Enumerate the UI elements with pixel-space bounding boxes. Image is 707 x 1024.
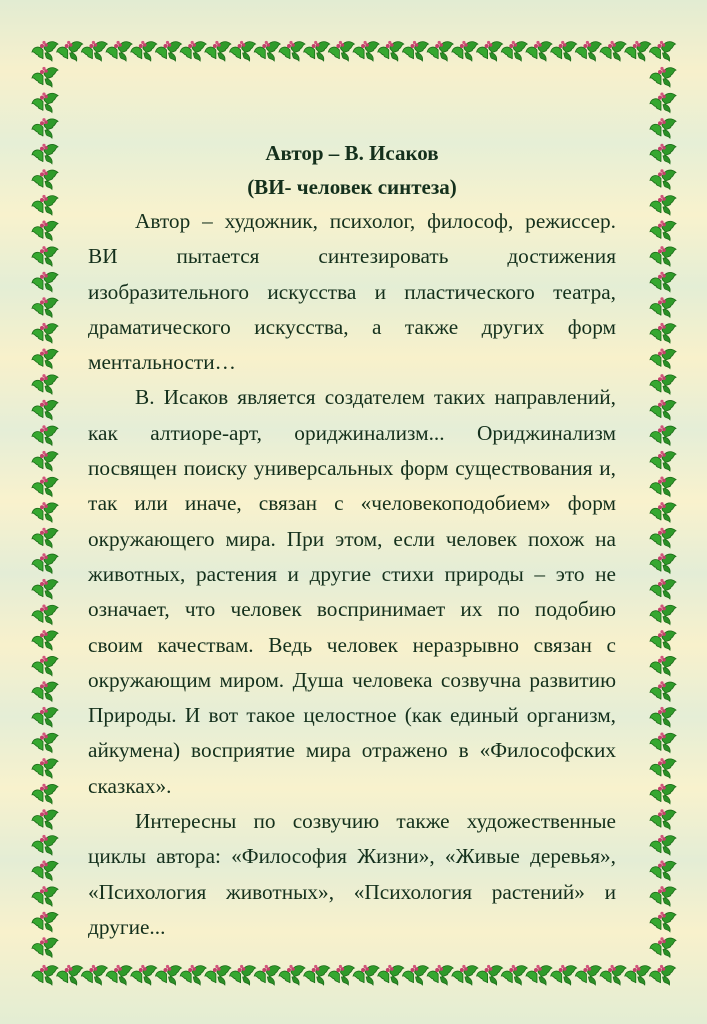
holly-sprig-icon (650, 144, 676, 164)
holly-sprig-icon (328, 965, 354, 985)
holly-sprig-icon (650, 93, 676, 113)
holly-sprig-icon (32, 502, 58, 522)
holly-sprig-icon (304, 965, 330, 985)
holly-sprig-icon (32, 784, 58, 804)
holly-sprig-icon (477, 965, 503, 985)
holly-sprig-icon (328, 41, 354, 61)
holly-sprig-icon (378, 965, 404, 985)
holly-sprig-icon (650, 528, 676, 548)
holly-sprig-icon (477, 41, 503, 61)
holly-sprig-icon (650, 169, 676, 189)
holly-sprig-icon (279, 965, 305, 985)
holly-sprig-icon (427, 965, 453, 985)
holly-sprig-icon (600, 41, 626, 61)
holly-sprig-icon (650, 733, 676, 753)
holly-sprig-icon (32, 886, 58, 906)
holly-sprig-icon (81, 965, 107, 985)
holly-sprig-icon (32, 861, 58, 881)
paragraph: Интересны по созвучию также художественные циклы автора: «Философия Жизни», «Живые деревья», «Психология животных», «Психология растений» и другие... (88, 809, 616, 939)
holly-sprig-icon (650, 656, 676, 676)
holly-sprig-icon (106, 41, 132, 61)
holly-sprig-icon (32, 272, 58, 292)
holly-sprig-icon (526, 41, 552, 61)
holly-sprig-icon (32, 451, 58, 471)
holly-sprig-icon (650, 118, 676, 138)
holly-sprig-icon (32, 195, 58, 215)
holly-sprig-icon (378, 41, 404, 61)
holly-sprig-icon (650, 605, 676, 625)
holly-sprig-icon (230, 965, 256, 985)
holly-sprig-icon (32, 681, 58, 701)
holly-sprig-icon (501, 41, 527, 61)
holly-sprig-icon (32, 93, 58, 113)
holly-sprig-icon (650, 965, 676, 985)
paragraph: В. Исаков является создателем таких направлений, как алтиоре-арт, ориджинализм... Ориджинализм посвящен поиску универсальных форм существования и, так или иначе, связан с «человекоподобием» форм окружающего мира. При этом, если человек похож на животных, растения и другие стихи природы – это не означает, что человек воспринимает их по подобию своим качествам. Ведь человек неразрывно связан с окружающим миром. Душа человека созвучна развитию Природы. И вот такое целостное (как единый организм, айкумена) восприятие мира отражено в «Философских сказках». (88, 385, 616, 798)
holly-sprig-icon (279, 41, 305, 61)
holly-sprig-icon (131, 965, 157, 985)
holly-sprig-icon (526, 965, 552, 985)
holly-sprig-icon (32, 425, 58, 445)
holly-sprig-icon (205, 41, 231, 61)
holly-sprig-icon (156, 965, 182, 985)
holly-sprig-icon (650, 707, 676, 727)
holly-sprig-icon (32, 221, 58, 241)
holly-sprig-icon (32, 477, 58, 497)
holly-sprig-icon (32, 579, 58, 599)
holly-sprig-icon (625, 965, 651, 985)
holly-sprig-icon (650, 349, 676, 369)
holly-sprig-icon (650, 553, 676, 573)
holly-sprig-icon (650, 297, 676, 317)
holly-sprig-icon (32, 297, 58, 317)
holly-sprig-icon (57, 41, 83, 61)
holly-sprig-icon (650, 758, 676, 778)
holly-sprig-icon (650, 502, 676, 522)
holly-sprig-icon (650, 400, 676, 420)
holly-sprig-icon (32, 41, 58, 61)
holly-sprig-icon (57, 965, 83, 985)
holly-sprig-icon (427, 41, 453, 61)
holly-sprig-icon (32, 67, 58, 87)
holly-sprig-icon (501, 965, 527, 985)
holly-sprig-icon (106, 965, 132, 985)
holly-sprig-icon (650, 937, 676, 957)
holly-sprig-icon (32, 349, 58, 369)
holly-sprig-icon (650, 451, 676, 471)
holly-sprig-icon (32, 323, 58, 343)
holly-sprig-icon (131, 41, 157, 61)
holly-sprig-icon (650, 41, 676, 61)
holly-sprig-icon (32, 630, 58, 650)
holly-sprig-icon (650, 67, 676, 87)
holly-sprig-icon (650, 886, 676, 906)
holly-sprig-icon (81, 41, 107, 61)
holly-sprig-icon (32, 605, 58, 625)
holly-sprig-icon (452, 41, 478, 61)
holly-sprig-icon (650, 861, 676, 881)
holly-sprig-icon (403, 965, 429, 985)
holly-sprig-icon (32, 400, 58, 420)
holly-sprig-icon (180, 965, 206, 985)
holly-sprig-icon (32, 656, 58, 676)
holly-sprig-icon (650, 912, 676, 932)
holly-sprig-icon (205, 965, 231, 985)
holly-sprig-icon (32, 528, 58, 548)
document-body (88, 136, 616, 945)
holly-sprig-icon (650, 630, 676, 650)
holly-sprig-icon (650, 809, 676, 829)
holly-sprig-icon (551, 965, 577, 985)
holly-sprig-icon (353, 41, 379, 61)
holly-sprig-icon (650, 835, 676, 855)
holly-sprig-icon (452, 965, 478, 985)
holly-sprig-icon (32, 758, 58, 778)
holly-sprig-icon (575, 41, 601, 61)
holly-sprig-icon (650, 323, 676, 343)
holly-sprig-icon (551, 41, 577, 61)
holly-sprig-icon (650, 374, 676, 394)
holly-sprig-icon (650, 477, 676, 497)
holly-sprig-icon (32, 809, 58, 829)
holly-sprig-icon (600, 965, 626, 985)
holly-sprig-icon (650, 221, 676, 241)
holly-sprig-icon (180, 41, 206, 61)
holly-sprig-icon (32, 144, 58, 164)
holly-sprig-icon (230, 41, 256, 61)
holly-sprig-icon (32, 553, 58, 573)
holly-sprig-icon (32, 374, 58, 394)
holly-sprig-icon (32, 912, 58, 932)
holly-sprig-icon (650, 681, 676, 701)
holly-sprig-icon (156, 41, 182, 61)
holly-sprig-icon (32, 169, 58, 189)
holly-sprig-icon (32, 937, 58, 957)
holly-sprig-icon (254, 965, 280, 985)
holly-sprig-icon (304, 41, 330, 61)
holly-sprig-icon (650, 272, 676, 292)
holly-sprig-icon (650, 425, 676, 445)
holly-sprig-icon (32, 965, 58, 985)
holly-sprig-icon (650, 579, 676, 599)
holly-sprig-icon (32, 835, 58, 855)
holly-sprig-icon (625, 41, 651, 61)
holly-sprig-icon (32, 707, 58, 727)
paragraph: Автор – художник, психолог, философ, режиссер. ВИ пытается синтезировать достижения изобразительного искусства и пластического театра, драматического искусства, а также других форм ментальности… (88, 209, 616, 375)
document-subtitle: (ВИ- человек синтеза) (247, 175, 457, 199)
holly-sprig-icon (650, 195, 676, 215)
holly-sprig-icon (650, 246, 676, 266)
holly-sprig-icon (32, 118, 58, 138)
holly-sprig-icon (650, 784, 676, 804)
holly-sprig-icon (32, 246, 58, 266)
holly-sprig-icon (32, 733, 58, 753)
holly-sprig-icon (353, 965, 379, 985)
document-title: Автор – В. Исаков (265, 141, 439, 165)
holly-sprig-icon (254, 41, 280, 61)
holly-sprig-icon (575, 965, 601, 985)
holly-sprig-icon (403, 41, 429, 61)
